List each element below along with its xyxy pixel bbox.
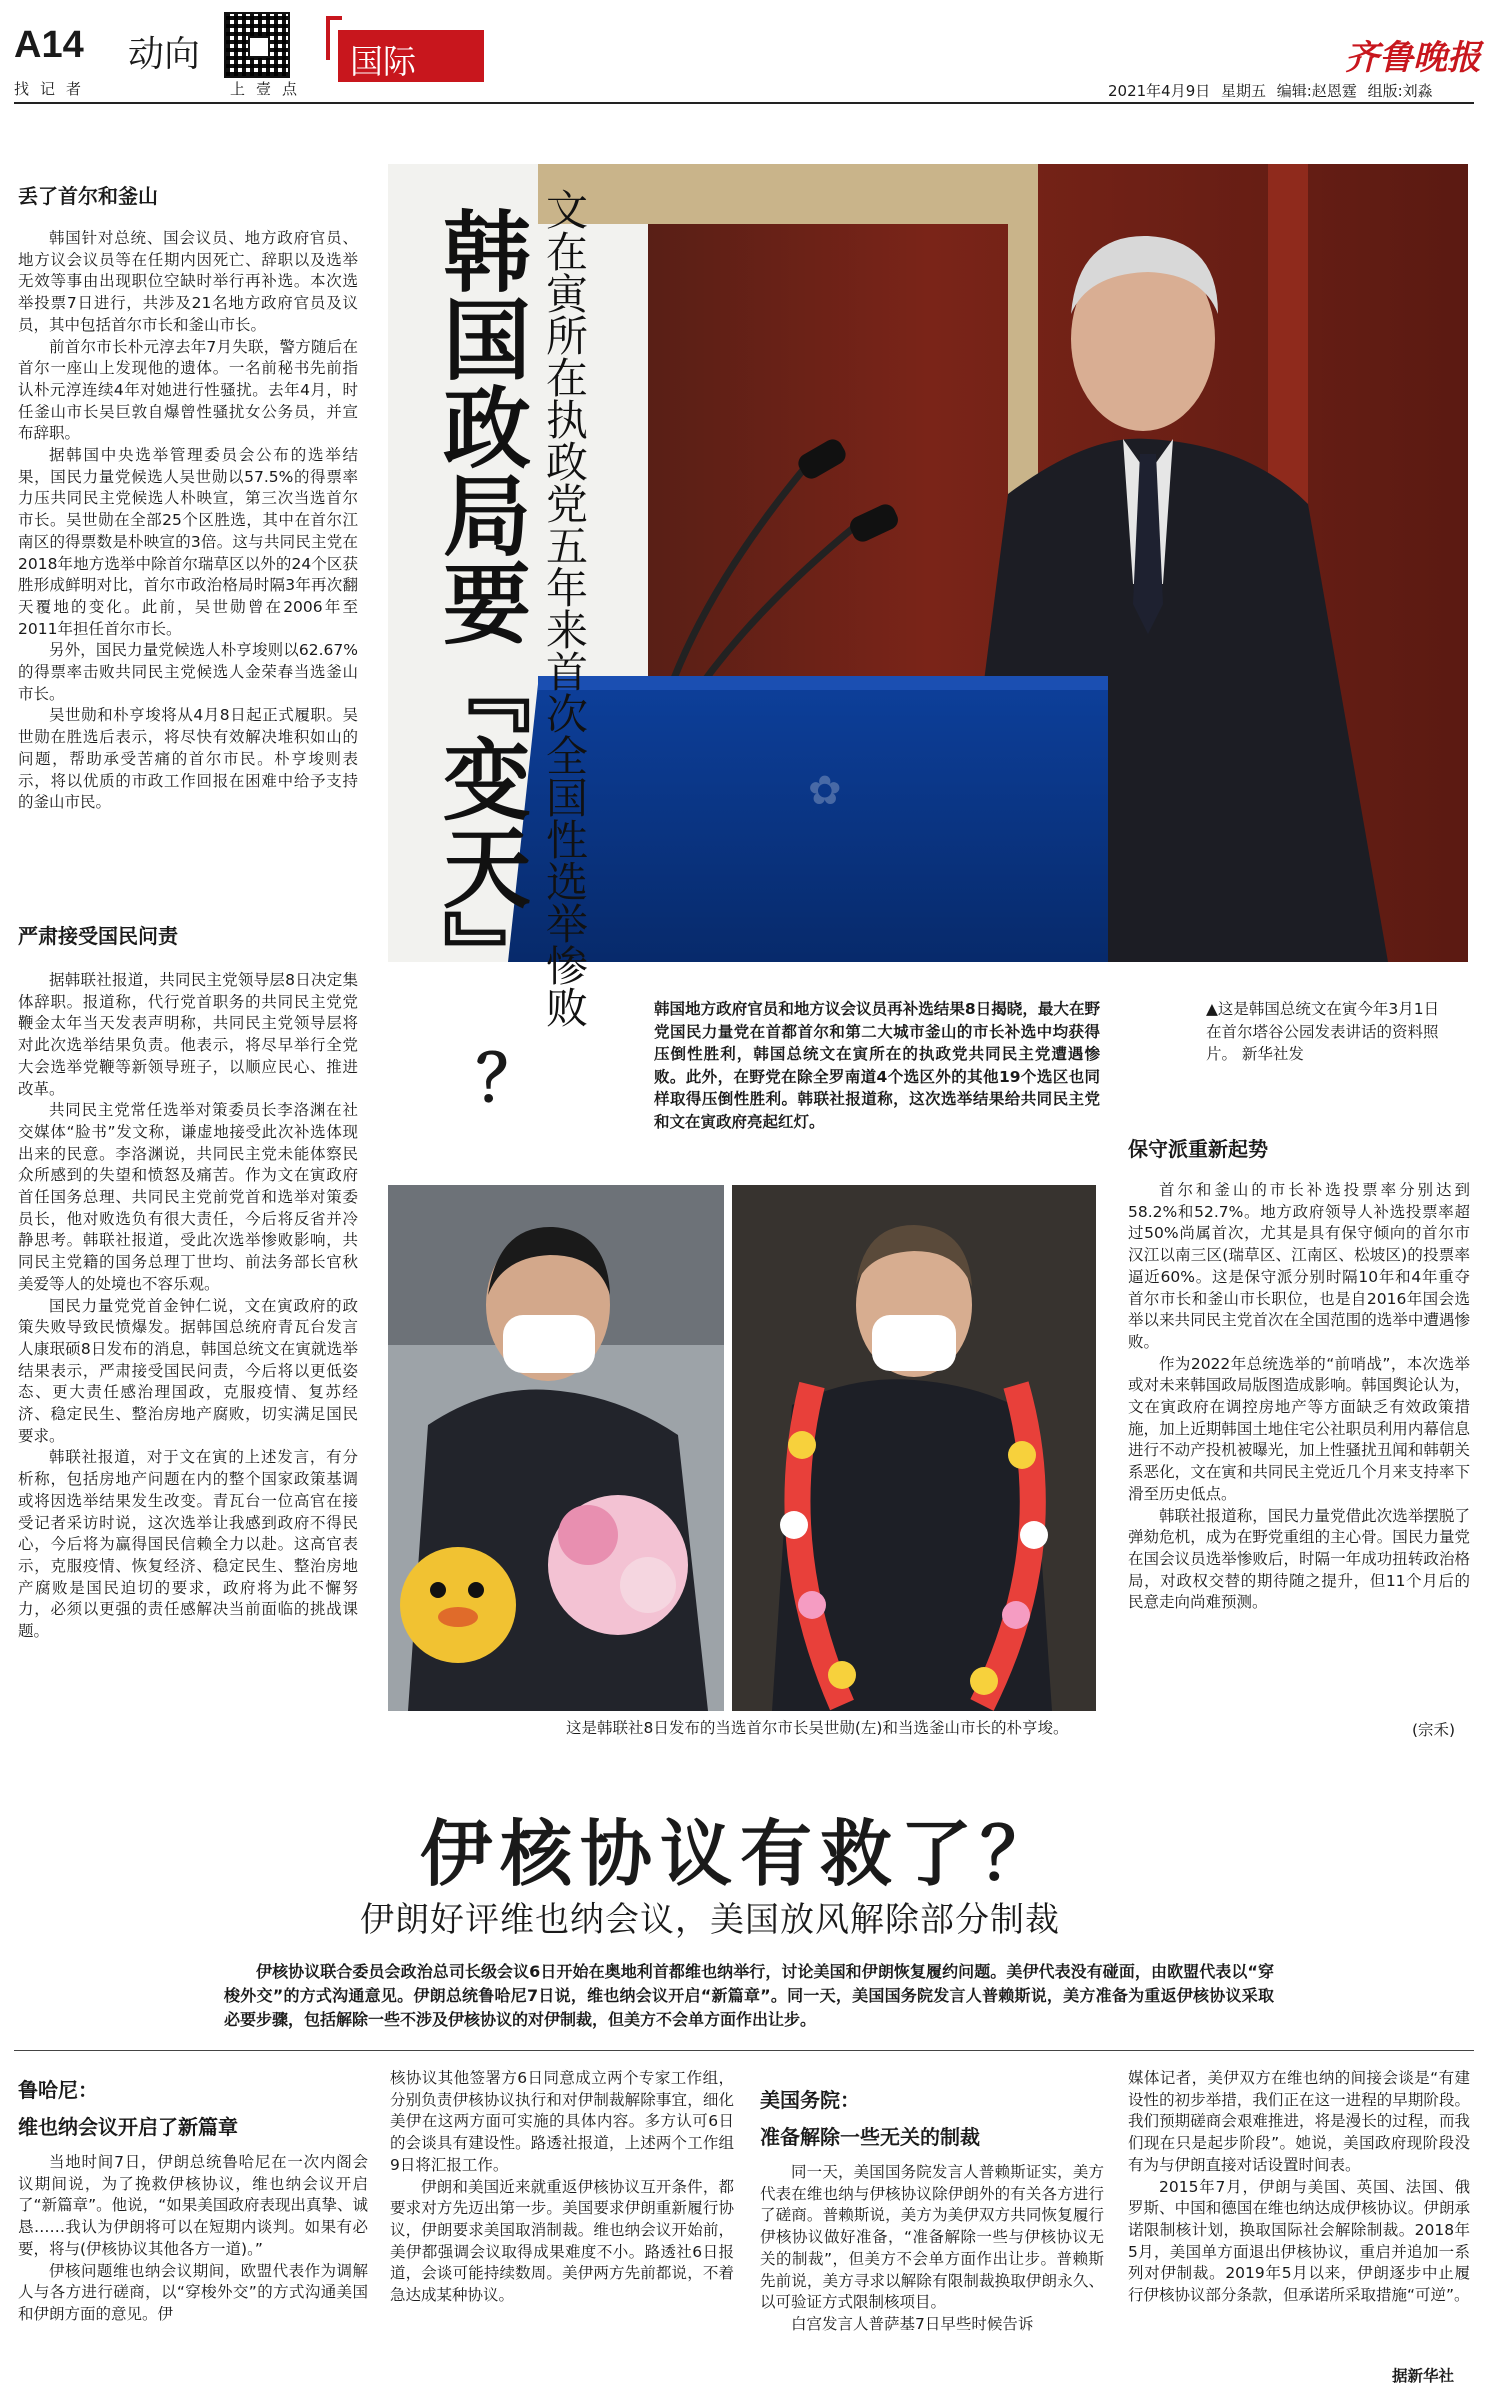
story2-column-1	[18, 2074, 368, 2326]
photo-caption-bottom: 这是韩联社8日发布的当选首尔市长吴世勋(左)和当选釜山市长的朴亨埈。	[566, 1719, 1069, 1737]
section-title-conservatives: 保守派重新起势	[1128, 1137, 1268, 1161]
column-title: 维也纳会议开启了新篇章	[18, 2115, 238, 2139]
paragraph: 国民力量党党首金钟仁说，文在寅政府的政策失败导致民愤爆发。据韩国总统府青瓦台发言人康珉硕8日发布的消息，韩国总统文在寅就选举结果表示，严肃接受国民问责，今后将以更低姿态、更大责任感治理国政，克服疫情、复苏经济、稳定民生、整治房地产腐败，切实满足国民要求。	[18, 1296, 358, 1445]
paragraph: 作为2022年总统选举的“前哨战”，本次选举或对未来韩国政局版图造成影响。韩国舆论认为，文在寅政府在调控房地产等方面缺乏有效政策措施，加上近期韩国土地住宅公社职员利用内幕信息进行不动产投机被曝光，加上性骚扰丑闻和韩朝关系恶化，文在寅和共同民主党近几个月来支持率下滑至历史低点。	[1128, 1354, 1470, 1503]
paragraph: 韩联社报道称，国民力量党借此次选举摆脱了弹劾危机，成为在野党重组的主心骨。国民力量党在国会议员选举惨败后，时隔一年成功扭转政治格局，对政权交替的期待随之提升，但11个月后的民意走向尚难预测。	[1128, 1506, 1470, 1612]
photo-caption-main: ▲这是韩国总统文在寅今年3月1日在首尔塔谷公园发表讲话的资料照片。 新华社发	[1206, 1000, 1440, 1063]
photo-illustration	[388, 1185, 724, 1711]
paragraph: 媒体记者，美伊双方在维也纳的间接会谈是“有建设性的初步举措，我们正在这一进程的早期阶段。我们预期磋商会艰难推进，将是漫长的过程，而我们现在只是起步阶段”。她说，美国政府现阶段没有为与伊朗直接对话设置时间表。	[1128, 2069, 1470, 2174]
paragraph: 首尔和釜山的市长补选投票率分别达到58.2%和52.7%。地方政府领导人补选投票率超过50%尚属首次，尤其是具有保守倾向的首尔市汉江以南三区(瑞草区、江南区、松坡区)的投票率逼近60%。这是保守派分别时隔10年和4年重夺首尔市长和釜山市长职位，也是自2016年国会选举以来共同民主党首次在全国范围的选举中遭遇惨败。	[1128, 1181, 1470, 1351]
paragraph: 核协议其他签署方6日同意成立两个专家工作组，分别负责伊核协议执行和对伊制裁解除事宜，细化美伊在这两方面可实施的具体内容。多方认可6日的会谈具有建设性。路透社报道，上述两个工作组9日将汇报工作。	[390, 2069, 734, 2174]
svg-text:✿: ✿	[808, 768, 842, 814]
story2-column-3	[760, 2084, 1104, 2336]
dateline: 2021年4月9日 星期五 编辑:赵恩霆 组版:刘淼	[1108, 82, 1433, 100]
story2-column-4	[1128, 2068, 1470, 2307]
qr-code-icon[interactable]	[224, 12, 290, 78]
paragraph: 韩联社报道，对于文在寅的上述发言，有分析称，包括房地产问题在内的整个国家政策基调或将因选举结果发生改变。青瓦台一位高官在接受记者采访时说，这次选举让我感到政府不得民心，今后将为赢得国民信赖全力以赴。这高官表示，克服疫情、恢复经济、稳定民生、整治房地产腐败是国民迫切的要求，政府将为此不懈努力，必须以更强的责任感解决当前面临的挑战课题。	[18, 1448, 358, 1641]
paragraph: 同一天，美国国务院发言人普赖斯证实，美方代表在维也纳与伊核协议除伊朗外的有关各方进行了磋商。普赖斯说，美方为美伊双方共同恢复履行伊核协议做好准备，“准备解除一些与伊核协议无关的制裁”，但美方不会单方面作出让步。普赖斯先前说，美方寻求以解除有限制裁换取伊朗永久、以可验证方式限制核项目。	[760, 2163, 1104, 2312]
paragraph: 2015年7月，伊朗与美国、英国、法国、俄罗斯、中国和德国在维也纳达成伊核协议。伊朗承诺限制核计划，换取国际社会解除制裁。2018年5月，美国单方面退出伊核协议，重启并追加一系列对伊制裁。2019年5月以来，伊朗逐步中止履行伊核协议部分条款，但承诺所采取措施“可逆”。	[1128, 2177, 1470, 2305]
header-slogan-left: 找记者	[14, 80, 93, 98]
header-divider	[14, 102, 1474, 104]
section-name: 动向	[128, 34, 201, 75]
paragraph: 据韩国中央选举管理委员会公布的选举结果，国民力量党候选人吴世勋以57.5%的得票率力压共同民主党候选人朴映宣，第三次当选首尔市长。吴世勋在全部25个区胜选，其中在首尔江南区的得票数是朴映宣的3倍。这与共同民主党在2018年地方选举中除首尔瑞草区以外的24个区获胜形成鲜明对比，首尔市政治格局时隔3年再次翻天覆地的变化。此前，吴世勋曾在2006年至2011年担任首尔市长。	[18, 446, 358, 638]
page-number: A14	[14, 24, 84, 66]
photo-park-heong-joon	[732, 1185, 1096, 1711]
category-label: 国际	[350, 42, 416, 81]
story2-divider	[14, 2050, 1474, 2051]
headline-question-mark: ？	[476, 1043, 540, 1117]
story2-headline: 伊核协议有救了？	[420, 1812, 1061, 1896]
byline: (宗禾)	[1412, 1721, 1456, 1739]
lead-paragraph: 韩国地方政府官员和地方议会议员再补选结果8日揭晓，最大在野党国民力量党在首都首尔和第二大城市釜山的市长补选中均获得压倒性胜利，韩国总统文在寅所在的执政党共同民主党遭遇惨败。此外，在野党在除全罗南道4个选区外的其他19个选区也同样取得压倒性胜利。韩联社报道称，这次选举结果给共同民主党和文在寅政府亮起红灯。	[654, 1000, 1100, 1131]
newspaper-logo: 齐鲁晚报	[1345, 38, 1481, 78]
paragraph: 白宫发言人普萨基7日早些时候告诉	[791, 2314, 1034, 2333]
section-title-seoul-busan: 丢了首尔和釜山	[18, 184, 158, 208]
paragraph: 伊核问题维也纳会议期间，欧盟代表作为调解人与各方进行磋商，以“穿梭外交”的方式沟通美国和伊朗方面的意见。伊	[18, 2261, 368, 2323]
article-column-left-2	[18, 970, 358, 1643]
story2-lead: 伊核协议联合委员会政治总司长级会议6日开始在奥地利首都维也纳举行，讨论美国和伊朗恢复履约问题。美伊代表没有碰面，由欧盟代表以“穿梭外交”的方式沟通意见。伊朗总统鲁哈尼7日说，维也纳会议开启“新篇章”。同一天，美国国务院发言人普赖斯说，美方准备为重返伊核协议采取必要步骤，包括解除一些不涉及伊核协议的对伊制裁，但美方不会单方面作出让步。	[224, 1962, 1274, 2029]
photo-illustration	[732, 1185, 1096, 1711]
column-title: 美国务院：	[760, 2088, 860, 2112]
paragraph: 另外，国民力量党候选人朴亨埈则以62.67%的得票率击败共同民主党候选人金荣春当选釜山市长。	[18, 641, 358, 703]
article-column-left-1	[18, 228, 358, 814]
paragraph: 韩国针对总统、国会议员、地方政府官员、地方议会议员等在任期内因死亡、辞职以及选举无效等事由出现职位空缺时举行再补选。本次选举投票7日进行，共涉及21名地方政府官员及议员，其中包括首尔市长和釜山市长。	[18, 229, 358, 334]
paragraph: 吴世勋和朴亨埈将从4月8日起正式履职。吴世勋在胜选后表示，将尽快有效解决堆积如山的问题，帮助承受苦痛的首尔市民。朴亨埈则表示，将以优质的市政工作回报在困难中给予支持的釜山市民。	[18, 706, 358, 812]
header-slogan-right: 上壹点	[230, 80, 309, 98]
article-column-right	[1128, 1180, 1470, 1614]
story2-column-2	[390, 2068, 734, 2307]
headline-deck: 文在寅所在执政党五年来首次全国性选举惨败	[540, 188, 589, 1028]
paragraph: 伊朗和美国近来就重返伊核协议互开条件，都要求对方先迈出第一步。美国要求伊朗重新履行协议，伊朗要求美国取消制裁。维也纳会议开始前，美伊都强调会议取得成果难度不小。路透社6日报道，会谈可能持续数周。美伊两方先前都说，不着急达成某种协议。	[390, 2177, 734, 2305]
paragraph: 前首尔市长朴元淳去年7月失联，警方随后在首尔一座山上发现他的遗体。一名前秘书先前指认朴元淳连续4年对她进行性骚扰。去年4月，时任釜山市长吴巨敦自爆曾性骚扰女公务员，并宣布辞职。	[18, 337, 358, 443]
section-title-accountability: 严肃接受国民问责	[18, 924, 178, 948]
column-title: 准备解除一些无关的制裁	[760, 2125, 980, 2149]
headline: 韩国政局要『变天』	[429, 206, 532, 998]
byline: 据新华社	[1392, 2367, 1455, 2385]
paragraph: 当地时间7日，伊朗总统鲁哈尼在一次内阁会议期间说，为了挽救伊核协议，维也纳会议开启了“新篇章”。他说，“如果美国政府表现出真挚、诚恳……我认为伊朗将可以在短期内谈判。如果有必要，将与(伊核协议其他各方一道)。”	[18, 2153, 368, 2258]
paragraph: 据韩联社报道，共同民主党领导层8日决定集体辞职。报道称，代行党首职务的共同民主党党鞭金太年当天发表声明称，共同民主党领导层将对此次选举结果负责。他表示，将尽早举行全党大会选举党鞭等新领导班子，以顺应民心、推进改革。	[18, 971, 358, 1098]
photo-oh-se-hoon	[388, 1185, 724, 1711]
paragraph: 共同民主党常任选举对策委员长李洛渊在社交媒体“脸书”发文称，谦虚地接受此次补选体现出来的民意。李洛渊说，共同民主党未能体察民众所感到的失望和愤怒及痛苦。作为文在寅政府首任国务总理、共同民主党前党首和选举对策委员长，他对败选负有很大责任，今后将反省并冷静思考。韩联社报道，受此次选举惨败影响，共同民主党籍的国务总理丁世均、前法务部长官秋美爱等人的处境也不容乐观。	[18, 1101, 358, 1293]
column-title: 鲁哈尼：	[18, 2078, 98, 2102]
story2-subtitle: 伊朗好评维也纳会议，美国放风解除部分制裁	[360, 1900, 1060, 1940]
